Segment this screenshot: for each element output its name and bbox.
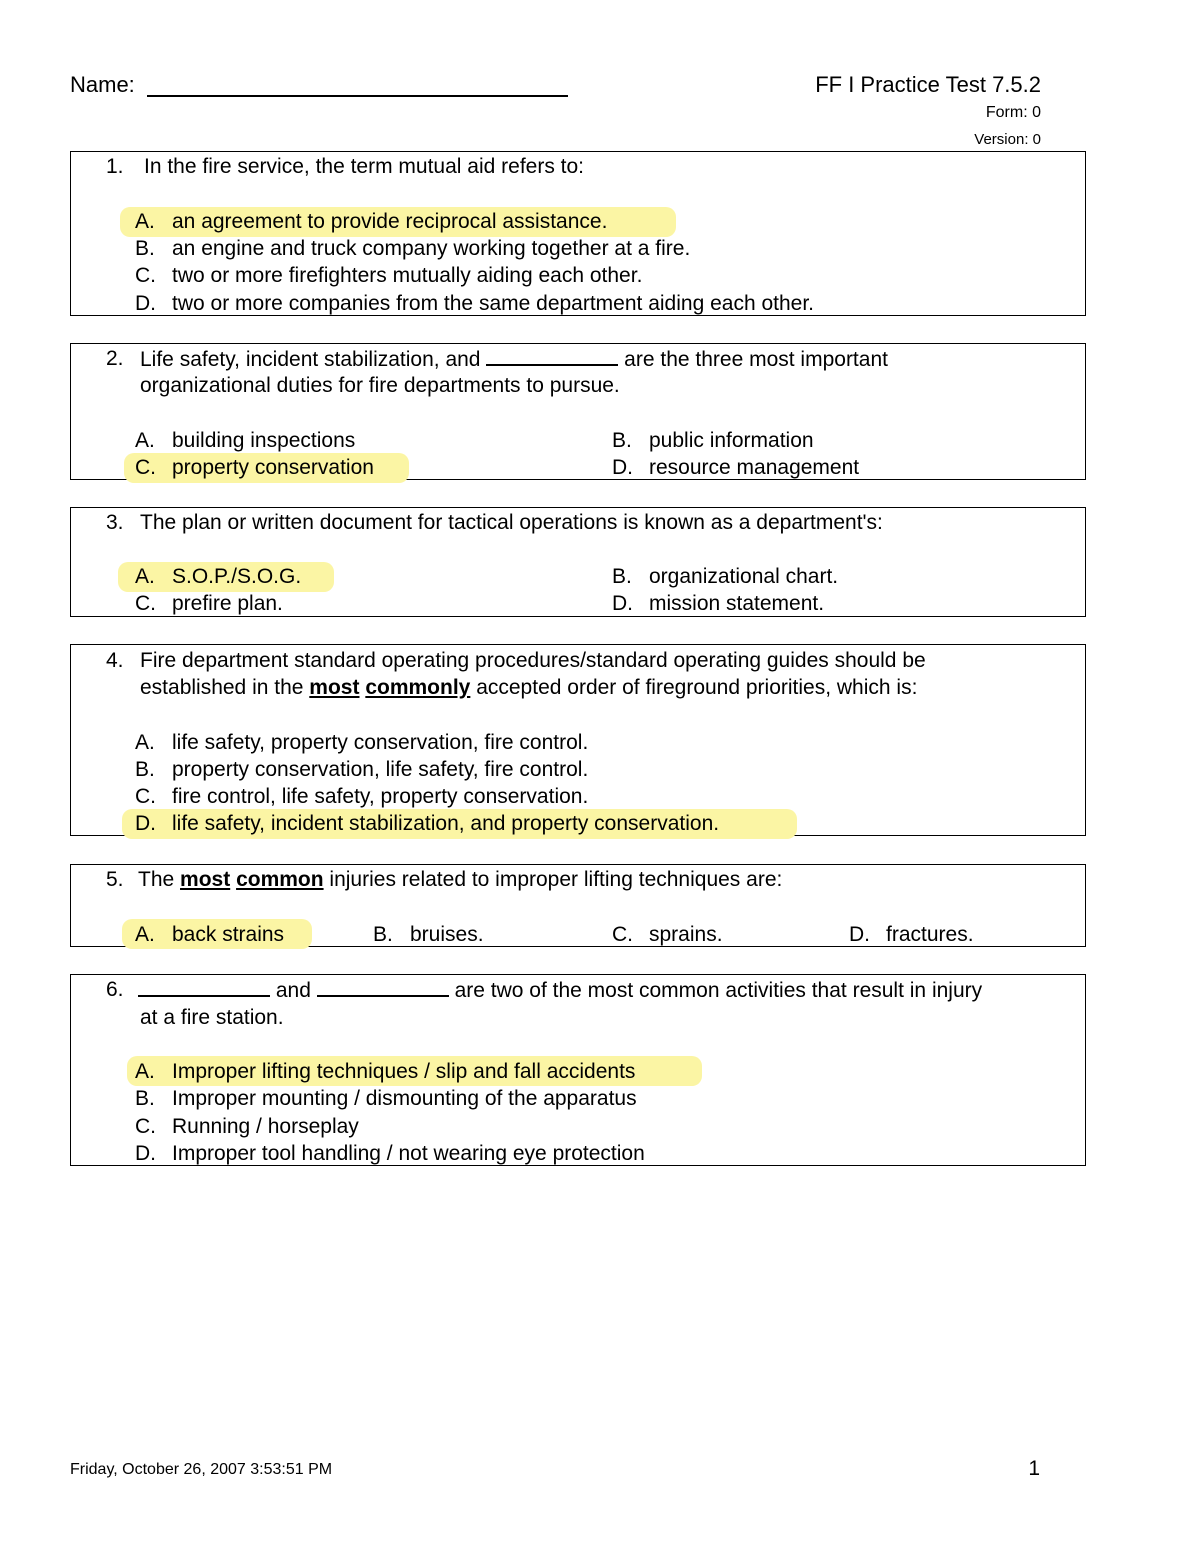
emphasis-commonly: commonly <box>365 676 471 699</box>
fill-in-blank[interactable] <box>317 977 449 997</box>
option-c-text[interactable]: property conservation <box>172 456 374 479</box>
option-letter: A. <box>135 429 155 452</box>
version-label: Version: 0 <box>974 131 1041 148</box>
option-letter: D. <box>135 1142 156 1165</box>
option-letter: A. <box>135 923 155 946</box>
option-letter: A. <box>135 1060 155 1083</box>
page-number: 1 <box>1028 1457 1040 1480</box>
option-letter: B. <box>135 237 155 260</box>
option-letter: A. <box>135 731 155 754</box>
option-letter: B. <box>373 923 393 946</box>
option-b-text[interactable]: Improper mounting / dismounting of the apparatus <box>172 1087 637 1110</box>
question-text: In the fire service, the term mutual aid refers to: <box>144 155 585 178</box>
option-a-text[interactable]: back strains <box>172 923 285 946</box>
option-d-text[interactable]: mission statement. <box>649 592 825 615</box>
option-a-text[interactable]: building inspections <box>172 429 356 452</box>
document-title: FF I Practice Test 7.5.2 <box>815 72 1041 97</box>
option-letter: C. <box>135 785 156 808</box>
option-letter: A. <box>135 210 155 233</box>
question-number: 2. <box>106 347 124 370</box>
question-text: Fire department standard operating procedures/standard operating guides should be <box>140 649 926 672</box>
question-text: and are two of the most common activities that result in injury <box>138 977 982 1004</box>
fill-in-blank[interactable] <box>138 977 270 997</box>
question-text-continued: organizational duties for fire departments to pursue. <box>140 374 620 397</box>
form-label: Form: 0 <box>985 104 1041 121</box>
option-letter: C. <box>135 264 156 287</box>
emphasis-most: most <box>309 676 360 699</box>
option-b-text[interactable]: an engine and truck company working together at a fire. <box>172 237 691 260</box>
option-d-text[interactable]: two or more companies from the same department aiding each other. <box>172 292 814 315</box>
option-letter: B. <box>612 429 632 452</box>
option-letter: B. <box>612 565 632 588</box>
option-letter: C. <box>612 923 633 946</box>
question-text: Life safety, incident stabilization, and are the three most important <box>140 348 888 371</box>
option-letter: B. <box>135 758 155 781</box>
question-text-continued: at a fire station. <box>140 1006 284 1029</box>
option-c-text[interactable]: fire control, life safety, property conservation. <box>172 785 589 808</box>
footer-timestamp: Friday, October 26, 2007 3:53:51 PM <box>70 1461 333 1478</box>
question-number: 3. <box>106 511 124 534</box>
question-number: 4. <box>106 649 124 672</box>
option-letter: C. <box>135 592 156 615</box>
option-c-text[interactable]: Running / horseplay <box>172 1115 359 1138</box>
option-letter: A. <box>135 565 155 588</box>
option-c-text[interactable]: sprains. <box>649 923 723 946</box>
question-text-continued: established in the most commonly accepted order of fireground priorities, which is: <box>140 676 918 699</box>
name-field-line[interactable] <box>147 95 568 97</box>
option-a-text[interactable]: life safety, property conservation, fire control. <box>172 731 589 754</box>
option-d-text[interactable]: fractures. <box>886 923 974 946</box>
option-letter: D. <box>135 812 156 835</box>
name-label: Name: <box>70 72 135 97</box>
option-c-text[interactable]: two or more firefighters mutually aiding each other. <box>172 264 643 287</box>
option-letter: C. <box>135 1115 156 1138</box>
option-letter: D. <box>135 292 156 315</box>
option-b-text[interactable]: property conservation, life safety, fire control. <box>172 758 589 781</box>
question-number: 5. <box>106 868 124 891</box>
option-c-text[interactable]: prefire plan. <box>172 592 283 615</box>
option-letter: D. <box>612 456 633 479</box>
option-d-text[interactable]: Improper tool handling / not wearing eye protection <box>172 1142 645 1165</box>
option-letter: C. <box>135 456 156 479</box>
question-text: The most common injuries related to improper lifting techniques are: <box>138 868 783 891</box>
option-d-text[interactable]: life safety, incident stabilization, and property conservation. <box>172 812 720 835</box>
option-b-text[interactable]: bruises. <box>410 923 484 946</box>
option-d-text[interactable]: resource management <box>649 456 860 479</box>
question-text: The plan or written document for tactical operations is known as a department's: <box>140 511 883 534</box>
fill-in-blank[interactable] <box>486 346 618 366</box>
option-a-text[interactable]: Improper lifting techniques / slip and fall accidents <box>172 1060 636 1083</box>
question-number: 1. <box>106 155 124 178</box>
question-number: 6. <box>106 978 124 1001</box>
option-b-text[interactable]: organizational chart. <box>649 565 839 588</box>
emphasis-most: most <box>180 868 231 891</box>
option-letter: B. <box>135 1087 155 1110</box>
emphasis-common: common <box>236 868 324 891</box>
option-a-text[interactable]: an agreement to provide reciprocal assistance. <box>172 210 608 233</box>
option-b-text[interactable]: public information <box>649 429 814 452</box>
option-a-text[interactable]: S.O.P./S.O.G. <box>172 565 302 588</box>
option-letter: D. <box>849 923 870 946</box>
option-letter: D. <box>612 592 633 615</box>
